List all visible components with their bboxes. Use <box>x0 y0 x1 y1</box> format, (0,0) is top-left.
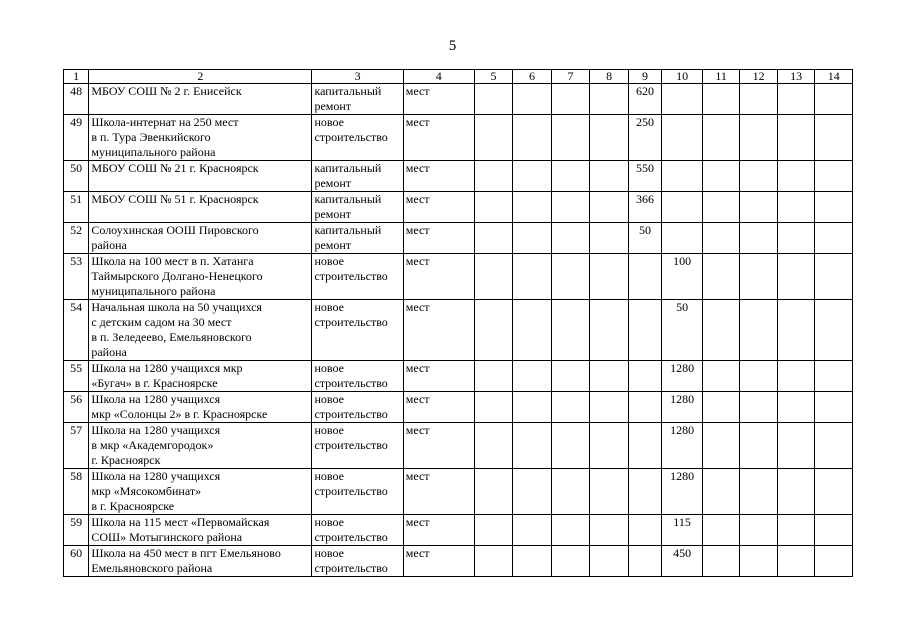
col9-cell: 250 <box>628 115 661 161</box>
col10-cell: 115 <box>662 515 703 546</box>
object-name-cell: Школа на 1280 учащихся мкр «Солонцы 2» в г. Красноярске <box>89 392 312 423</box>
object-name-cell: МБОУ СОШ № 21 г. Красноярск <box>89 161 312 192</box>
header-cell: 5 <box>474 70 513 84</box>
empty-cell <box>777 300 815 361</box>
object-name-cell: МБОУ СОШ № 2 г. Енисейск <box>89 84 312 115</box>
empty-cell <box>740 254 778 300</box>
empty-cell <box>551 423 590 469</box>
empty-cell <box>777 515 815 546</box>
empty-cell <box>740 223 778 254</box>
empty-cell <box>513 254 552 300</box>
empty-cell <box>590 423 629 469</box>
table-row <box>64 84 853 115</box>
empty-cell <box>590 84 629 115</box>
object-name-cell: Солоухинская ООШ Пировского района <box>89 223 312 254</box>
empty-cell <box>513 115 552 161</box>
empty-cell <box>551 546 590 577</box>
header-cell: 6 <box>513 70 552 84</box>
table-row <box>64 223 853 254</box>
empty-cell <box>474 392 513 423</box>
empty-cell <box>590 192 629 223</box>
row-number-cell: 57 <box>64 423 89 469</box>
empty-cell <box>551 223 590 254</box>
empty-cell <box>740 469 778 515</box>
row-number-cell: 54 <box>64 300 89 361</box>
header-cell: 13 <box>777 70 815 84</box>
empty-cell <box>513 423 552 469</box>
empty-cell <box>777 423 815 469</box>
table-row <box>64 546 853 577</box>
empty-cell <box>815 515 853 546</box>
row-number-cell: 49 <box>64 115 89 161</box>
empty-cell <box>815 192 853 223</box>
empty-cell <box>702 254 740 300</box>
header-cell: 11 <box>702 70 740 84</box>
empty-cell <box>590 546 629 577</box>
empty-cell <box>474 115 513 161</box>
work-type-cell: капитальный ремонт <box>312 192 403 223</box>
header-cell: 7 <box>551 70 590 84</box>
table-row <box>64 115 853 161</box>
empty-cell <box>551 300 590 361</box>
empty-cell <box>740 515 778 546</box>
empty-cell <box>513 84 552 115</box>
work-type-cell: новое строительство <box>312 254 403 300</box>
empty-cell <box>590 223 629 254</box>
empty-cell <box>777 161 815 192</box>
empty-cell <box>777 254 815 300</box>
object-name-cell: Школа на 450 мест в пгт Емельяново Емельяновского района <box>89 546 312 577</box>
empty-cell <box>815 392 853 423</box>
col9-cell <box>628 392 661 423</box>
empty-cell <box>740 300 778 361</box>
table-row <box>64 423 853 469</box>
work-type-cell: новое строительство <box>312 423 403 469</box>
object-name-cell: Начальная школа на 50 учащихся с детским садом на 30 мест в п. Зеледеево, Емельяновского района <box>89 300 312 361</box>
object-name-cell: Школа-интернат на 250 мест в п. Тура Эвенкийского муниципального района <box>89 115 312 161</box>
empty-cell <box>590 254 629 300</box>
empty-cell <box>777 84 815 115</box>
unit-cell: мест <box>403 223 474 254</box>
empty-cell <box>590 300 629 361</box>
col10-cell: 100 <box>662 254 703 300</box>
col10-cell <box>662 192 703 223</box>
empty-cell <box>590 392 629 423</box>
empty-cell <box>815 84 853 115</box>
row-number-cell: 60 <box>64 546 89 577</box>
table-row <box>64 254 853 300</box>
empty-cell <box>474 300 513 361</box>
header-cell: 3 <box>312 70 403 84</box>
empty-cell <box>777 223 815 254</box>
page-number: 5 <box>448 38 457 54</box>
empty-cell <box>513 192 552 223</box>
work-type-cell: новое строительство <box>312 361 403 392</box>
header-cell: 2 <box>89 70 312 84</box>
empty-cell <box>551 515 590 546</box>
work-type-cell: новое строительство <box>312 515 403 546</box>
empty-cell <box>702 361 740 392</box>
empty-cell <box>815 361 853 392</box>
unit-cell: мест <box>403 192 474 223</box>
col9-cell: 620 <box>628 84 661 115</box>
col10-cell: 1280 <box>662 392 703 423</box>
object-name-cell: Школа на 1280 учащихся в мкр «Академгородок» г. Красноярск <box>89 423 312 469</box>
empty-cell <box>551 469 590 515</box>
empty-cell <box>590 515 629 546</box>
empty-cell <box>777 361 815 392</box>
empty-cell <box>513 469 552 515</box>
header-cell: 14 <box>815 70 853 84</box>
empty-cell <box>513 546 552 577</box>
empty-cell <box>474 469 513 515</box>
table-row <box>64 392 853 423</box>
empty-cell <box>513 392 552 423</box>
empty-cell <box>513 361 552 392</box>
col10-cell: 1280 <box>662 469 703 515</box>
empty-cell <box>815 161 853 192</box>
object-name-cell: Школа на 1280 учащихся мкр «Бугач» в г. Красноярске <box>89 361 312 392</box>
empty-cell <box>702 423 740 469</box>
header-cell: 10 <box>662 70 703 84</box>
row-number-cell: 56 <box>64 392 89 423</box>
col9-cell: 550 <box>628 161 661 192</box>
header-cell: 12 <box>740 70 778 84</box>
header-cell: 4 <box>403 70 474 84</box>
header-cell: 9 <box>628 70 661 84</box>
unit-cell: мест <box>403 423 474 469</box>
col10-cell: 1280 <box>662 361 703 392</box>
table-row <box>64 161 853 192</box>
empty-cell <box>777 469 815 515</box>
object-name-cell: Школа на 100 мест в п. Хатанга Таймырского Долгано-Ненецкого муниципального района <box>89 254 312 300</box>
work-type-cell: капитальный ремонт <box>312 161 403 192</box>
object-name-cell: Школа на 115 мест «Первомайская СОШ» Мотыгинского района <box>89 515 312 546</box>
empty-cell <box>815 469 853 515</box>
empty-cell <box>474 423 513 469</box>
empty-cell <box>474 192 513 223</box>
empty-cell <box>815 546 853 577</box>
table-row <box>64 515 853 546</box>
empty-cell <box>740 115 778 161</box>
empty-cell <box>474 515 513 546</box>
col10-cell <box>662 161 703 192</box>
work-type-cell: капитальный ремонт <box>312 84 403 115</box>
empty-cell <box>702 161 740 192</box>
empty-cell <box>513 223 552 254</box>
row-number-cell: 55 <box>64 361 89 392</box>
row-number-cell: 53 <box>64 254 89 300</box>
empty-cell <box>702 546 740 577</box>
col10-cell: 1280 <box>662 423 703 469</box>
object-name-cell: МБОУ СОШ № 51 г. Красноярск <box>89 192 312 223</box>
col10-cell <box>662 223 703 254</box>
empty-cell <box>740 192 778 223</box>
col9-cell <box>628 515 661 546</box>
work-type-cell: новое строительство <box>312 300 403 361</box>
empty-cell <box>551 254 590 300</box>
unit-cell: мест <box>403 115 474 161</box>
empty-cell <box>740 392 778 423</box>
empty-cell <box>702 84 740 115</box>
work-type-cell: новое строительство <box>312 392 403 423</box>
empty-cell <box>513 515 552 546</box>
empty-cell <box>702 469 740 515</box>
col9-cell <box>628 361 661 392</box>
empty-cell <box>551 161 590 192</box>
header-row <box>64 70 853 84</box>
row-number-cell: 59 <box>64 515 89 546</box>
empty-cell <box>702 192 740 223</box>
empty-cell <box>702 515 740 546</box>
col10-cell <box>662 84 703 115</box>
empty-cell <box>474 84 513 115</box>
col9-cell: 50 <box>628 223 661 254</box>
empty-cell <box>513 161 552 192</box>
table-row <box>64 300 853 361</box>
unit-cell: мест <box>403 161 474 192</box>
unit-cell: мест <box>403 392 474 423</box>
row-number-cell: 48 <box>64 84 89 115</box>
table-row <box>64 192 853 223</box>
empty-cell <box>815 423 853 469</box>
unit-cell: мест <box>403 515 474 546</box>
col9-cell <box>628 469 661 515</box>
work-type-cell: новое строительство <box>312 469 403 515</box>
empty-cell <box>777 115 815 161</box>
work-type-cell: новое строительство <box>312 546 403 577</box>
data-table <box>63 69 853 577</box>
unit-cell: мест <box>403 84 474 115</box>
unit-cell: мест <box>403 469 474 515</box>
empty-cell <box>474 254 513 300</box>
empty-cell <box>551 84 590 115</box>
empty-cell <box>590 115 629 161</box>
empty-cell <box>777 392 815 423</box>
empty-cell <box>740 84 778 115</box>
unit-cell: мест <box>403 254 474 300</box>
empty-cell <box>777 546 815 577</box>
empty-cell <box>815 254 853 300</box>
empty-cell <box>551 392 590 423</box>
empty-cell <box>474 546 513 577</box>
empty-cell <box>590 361 629 392</box>
empty-cell <box>474 361 513 392</box>
col10-cell: 50 <box>662 300 703 361</box>
col9-cell <box>628 423 661 469</box>
empty-cell <box>815 300 853 361</box>
work-type-cell: капитальный ремонт <box>312 223 403 254</box>
empty-cell <box>702 223 740 254</box>
empty-cell <box>815 223 853 254</box>
empty-cell <box>590 161 629 192</box>
empty-cell <box>702 300 740 361</box>
col9-cell <box>628 300 661 361</box>
row-number-cell: 58 <box>64 469 89 515</box>
col10-cell <box>662 115 703 161</box>
header-cell: 1 <box>64 70 89 84</box>
col10-cell: 450 <box>662 546 703 577</box>
empty-cell <box>740 161 778 192</box>
empty-cell <box>740 546 778 577</box>
empty-cell <box>551 115 590 161</box>
unit-cell: мест <box>403 300 474 361</box>
empty-cell <box>590 469 629 515</box>
empty-cell <box>777 192 815 223</box>
unit-cell: мест <box>403 546 474 577</box>
col9-cell: 366 <box>628 192 661 223</box>
row-number-cell: 52 <box>64 223 89 254</box>
row-number-cell: 50 <box>64 161 89 192</box>
header-cell: 8 <box>590 70 629 84</box>
empty-cell <box>474 161 513 192</box>
empty-cell <box>513 300 552 361</box>
table-row <box>64 469 853 515</box>
col9-cell <box>628 546 661 577</box>
object-name-cell: Школа на 1280 учащихся мкр «Мясокомбинат» в г. Красноярске <box>89 469 312 515</box>
empty-cell <box>702 392 740 423</box>
work-type-cell: новое строительство <box>312 115 403 161</box>
empty-cell <box>551 192 590 223</box>
empty-cell <box>551 361 590 392</box>
unit-cell: мест <box>403 361 474 392</box>
empty-cell <box>740 361 778 392</box>
row-number-cell: 51 <box>64 192 89 223</box>
table-row <box>64 361 853 392</box>
empty-cell <box>474 223 513 254</box>
empty-cell <box>740 423 778 469</box>
empty-cell <box>815 115 853 161</box>
col9-cell <box>628 254 661 300</box>
empty-cell <box>702 115 740 161</box>
